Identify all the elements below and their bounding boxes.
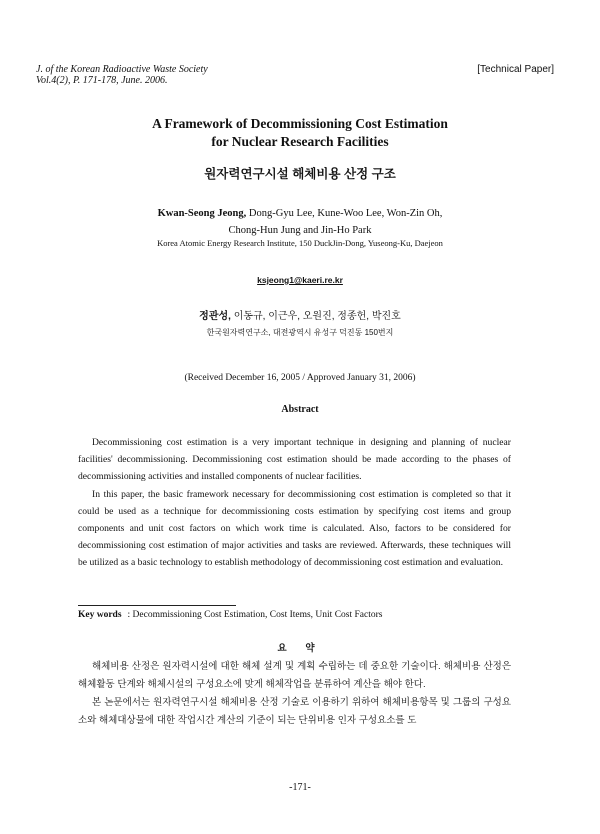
lead-author: Kwan-Seong Jeong,	[157, 208, 247, 219]
korean-abstract-body	[78, 658, 511, 730]
korean-author-list	[0, 307, 600, 322]
journal-name: J. of the Korean Radioactive Waste Society	[36, 64, 208, 75]
paper-type: [Technical Paper]	[477, 64, 554, 75]
page-number: -171-	[289, 782, 311, 793]
keywords-divider	[78, 605, 236, 606]
keywords-label: Key words	[78, 610, 122, 620]
korean-co-authors: 이동규, 이근우, 오원진, 정종헌, 박진호	[230, 311, 401, 322]
author-email[interactable]: ksjeong1@kaeri.re.kr	[257, 275, 343, 285]
korean-abstract-heading: 요 약	[277, 643, 323, 654]
korean-paragraph-1: 해체비용 산정은 원자력시설에 대한 해체 설계 및 계획 수립하는 데 중요한 기술이다. 해체비용 산정은 해체활동 단계와 해체시설의 구성요소에 맞게 해체작업을 분류하여 계산을 해야 한다.	[78, 661, 511, 690]
received-dates: (Received December 16, 2005 / Approved January 31, 2006)	[184, 373, 416, 383]
korean-title: 원자력연구시설 해체비용 산정 구조	[204, 167, 396, 181]
journal-volume: Vol.4(2), P. 171-178, June. 2006.	[36, 75, 168, 86]
korean-paragraph-2: 본 논문에서는 원자력연구시설 해체비용 산정 기술로 이용하기 위하여 해체비용항목 및 그룹의 구성요소와 해체대상물에 대한 작업시간 계산의 기준이 되는 단위비용 인자 구성요소를 도	[78, 697, 511, 726]
keywords	[78, 610, 382, 620]
journal-citation	[36, 64, 208, 86]
korean-affiliation: 한국원자력연구소, 대전광역시 유성구 덕진동 150번지	[206, 328, 394, 337]
abstract-paragraph-2: In this paper, the basic framework necessary for decommissioning cost estimation is completed so that it could be used as a technique for decommissioning costs estimation by specifying cost items and group components and unit cost factors on which work time is calculated. Also, factors to be considered for decommissioning cost estimation of major activities and tasks are reviewed. Afterwards, these techniques will be utilized as a basic technology to establish methodology of decommissioning cost estimation and evaluation.	[78, 488, 511, 569]
keywords-value: : Decommissioning Cost Estimation, Cost Items, Unit Cost Factors	[127, 610, 383, 620]
author-list	[0, 205, 600, 239]
korean-lead-author: 정관성,	[199, 311, 231, 322]
abstract-paragraph-1: Decommissioning cost estimation is a very important technique in designing and planning of nuclear facilities' decommissioning. Decommissioning cost estimation should be made according to the phases of decommissioning activities and installed components of nuclear facilities.	[78, 437, 511, 483]
affiliation: Korea Atomic Energy Research Institute, 150 DuckJin-Dong, Yuseong-Ku, Daejeon	[157, 238, 443, 248]
title-line-2: for Nuclear Research Facilities	[211, 134, 389, 149]
title-line-1: A Framework of Decommissioning Cost Estimation	[152, 116, 448, 131]
abstract-body	[78, 434, 511, 572]
co-authors-line-2: Chong-Hun Jung and Jin-Ho Park	[228, 225, 372, 236]
abstract-heading: Abstract	[281, 404, 319, 415]
paper-title	[0, 115, 600, 151]
co-authors-line-1: Dong-Gyu Lee, Kune-Woo Lee, Won-Zin Oh,	[246, 208, 443, 219]
